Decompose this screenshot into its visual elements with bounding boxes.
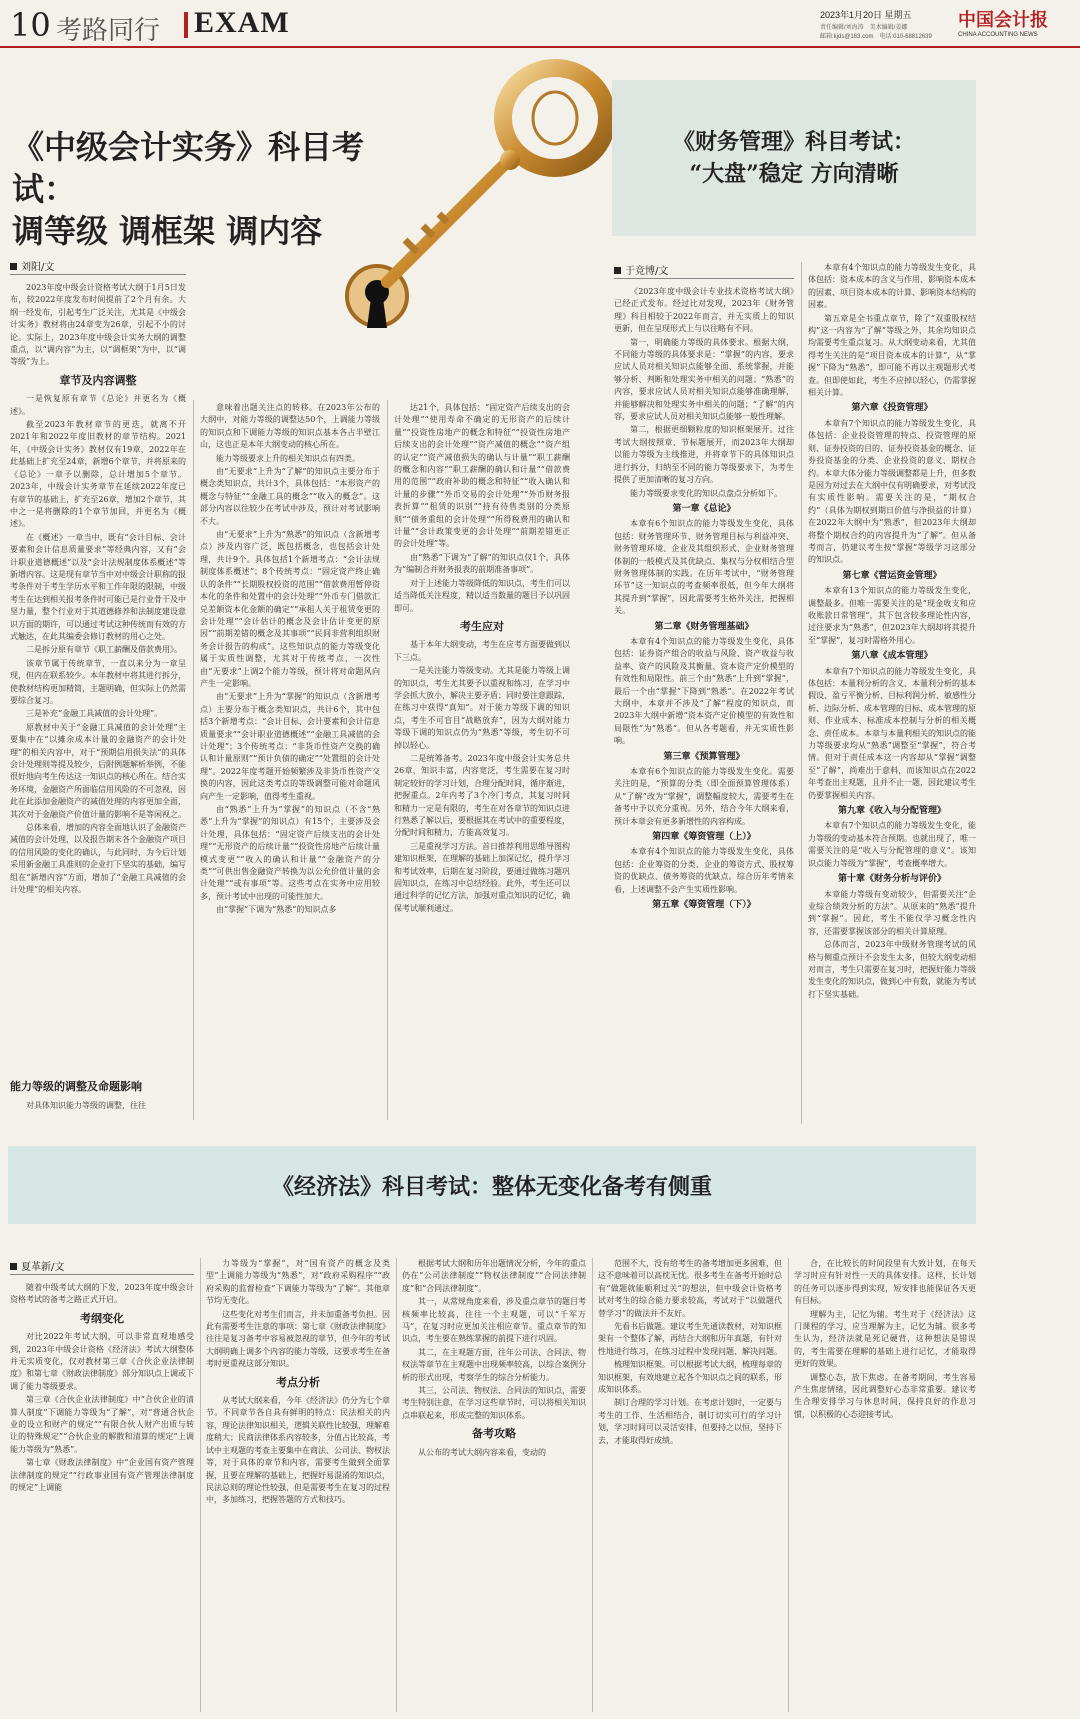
article3-column-3 (402, 1258, 586, 1712)
article1-subhead-2: 能力等级的调整及命题影响 (10, 1080, 142, 1093)
article3-byline (10, 1258, 64, 1273)
article1-col1-para: 原教材中关于“金融工具减值的会计处理”主要集中在“以摊余成本计量的金融资产的会计处理”的相关内容中，对于“预期信用损失法”的具体会计处理则等提及较少，后附例题解析举例，不能很好地向考生传达这一知识点的核心所在。结合实务环境，金融资产所面临信用风险的不可忽视，因此在此添加金融资产的减值处理的内容更加全面，其次对于金融资产价值计量的影响不是等闲视之。 (10, 722, 186, 819)
article3-col3-tail: 从公布的考试大纲内容来看，变动的 (418, 1447, 546, 1457)
article1-col1-para: 二是拆分原有章节《职工薪酬及借款费用》。 (26, 645, 182, 655)
article3-byline-rule (10, 1274, 194, 1275)
article1-col3-para: 二是统筹备考。2023年度中级会计实务总共26章，知识丰富，内容宽泛，考生需要在复习时制定较好的学习计划，合理分配时间，循序渐进，把握重点。2年内考了3个冷门考点，其复习时间和精力一定是有限的，考生在对各章节的知识点进行熟悉了解以后，要根据其在考试中的重要程度，分配时间和精力，方能高效复习。 (394, 753, 570, 838)
article3-col4-para: 范围不大，没有给考生的备考增加更多困难，但这不意味着可以高枕无忧。很多考生在备考开始时总有“做题就能顺利过关”的想法，但中级会计资格考试对考生的综合能力要求较高，考试对于“以做题代替学习”的做法并不友好。 (598, 1259, 782, 1318)
article3-col3-para: 根据考试大纲和历年出题情况分析，今年的重点仍在“公司法律制度”“物权法律制度”“合同法律制度”和“合同法律制度”。 (402, 1259, 586, 1293)
article3-col5-para: 调整心态，放下焦虑。在备考期间，考生容易产生焦虑情绪，因此调整好心态非常重要。建议考生合理安排学习与休息时间，保持良好的作息习惯，以积极的心态迎接考试。 (794, 1372, 976, 1419)
article3-title-banner (8, 1146, 976, 1224)
article3-author: 夏革新/文 (21, 1262, 65, 1273)
masthead (0, 0, 1080, 48)
article2-chapter-heading: 第三章《预算管理》 (663, 751, 745, 762)
page-number: 10 (10, 6, 51, 44)
article3-column-4 (598, 1258, 782, 1712)
article1-col1-para: 总体来看，增加的内容全面地认识了金融资产减值的会计处理，以及报告期末各个金融资产项目的信用风险的变化的确认，与此同时，为今后计划采用新金融工具准则的企业打下坚实的基础，编写组在“新增内容”方面，增加了“金融工具减值的会计处理”的相关内容。 (10, 823, 186, 895)
article1-col1-tail: 对具体知识能力等级的调整，往往 (26, 1101, 146, 1110)
article1-lead: 2023年度中级会计资格考试大纲于1月5日发布，较2022年度发布时间提前了2个月有余。大纲一经发布，引起考生广泛关注，尤其是《中级会计实务》教材将由24章变为26章，引起不小的讨论。实际上，2023年度中级会计实务大纲的调整重点，以“调内容”为主，以“调框架”为中，以“调等级”为上。 (10, 283, 186, 367)
article2-chapter-text: 本章有4个知识点的能力等级发生变化，具体包括：企业筹资的分类、企业的筹资方式、股权筹资的优缺点、债务筹资的优缺点。综合历年考情来看，上述调整不会产生实质性影响。 (614, 847, 794, 894)
section-name: 考路同行 (56, 16, 161, 46)
article2-chapter-text: 本章有7个知识点的能力等级发生变化，具体包括：企业投资管理的特点、投资管理的原则、证券投资的目的、证券投资基金的概念、证券投资基金的分类、企业投资的意义、期权合约。本章大体分能力等级调整都是上升，但多数是因为对过去在大纲中仅有明确要求，对考试没有实质性影响。需要关注的是，“期权合约”（具体为期权到期日价值与净损益的计算）在2022年大纲中为“熟悉”，但2023年大纲却将整个期权合约的内容提升为“了解”。但从备考而言，仍建议考生按“掌握”等级学习这部分的知识点。 (808, 418, 976, 565)
article2-chapter-text: 本章有6个知识点的能力等级发生变化，具体包括：财务管理环节、财务管理目标与利益冲突、财务管理环境、企业及其组织形式、企业财务管理体制的一般模式及其优缺点、集权与分权相结合型财务管理体制的实践。在历年考试中，“财务管理环节”这一知识点的考查频率很低，但今年大纲将其提升到“掌握”，因此需要考生格外关注，把握相关。 (614, 519, 794, 616)
article3-subhead-2: 考点分析 (276, 1375, 320, 1389)
section-divider (184, 12, 188, 38)
column-divider (387, 400, 388, 1120)
article3-col1-para: 第七章《财政法律制度》中“企业国有资产管理法律制度的规定”“行政事业国有资产管理法律制度的规定”上调能 (10, 1458, 194, 1493)
article2-byline-rule (614, 278, 794, 279)
article1-col2-para: 由“无要求”上升为“掌握”的知识点（含新增考点）主要分布于概念类知识点，共计6个，其中包括3个新增考点：“会计目标、会计要素和会计信息质量要求”“会计职业道德概述”“金融工具减值的会计处理”；3个传统考点：“非货币性资产交换的确认和计量原则”“预计负债的确定”“处置组的会计处理”。2022年度考题开始频繁涉及非货币性资产交换的内容，因此这类考点的等级调整可能对命题风向产生一定影响，值得考生重视。 (200, 692, 380, 801)
article1-col3-para: 达21个，具体包括：“固定资产后续支出的会计处理”“使用寿命不确定的无形资产的后续计量”“投资性房地产的概念和特征”“投资性房地产后续支出的会计处理”“资产减值的概念”“资产组的认定”“资产减值损失的确认与计量”“职工薪酬的概念和内容”“职工薪酬的确认和计量”“借款费用的范围”“政府补助的概念和特征”“收入确认和计量的步骤”“外币交易的会计处理”“外币财务报表折算”“租赁的识别”“持有待售类别的分类原则”“债务重组的会计处理”“所得税费用的确认和计量”“会计政策变更的会计处理”“前期差错更正的会计处理”等。 (394, 403, 570, 549)
article1-byline (10, 258, 54, 273)
article3-subhead-1: 考纲变化 (80, 1311, 124, 1325)
article3-col3-para: 其二，在主观题方面，往年公司法、合同法、物权法等章节在主观题中出现频率较高，以综合案例分析的形式出现，考察学生的综合分析能力。 (402, 1347, 586, 1382)
article3-col5-para: 合，在比较长的时间段里有大致计划，在每天学习时应有针对性一天的具体安排。这样，长计划的任务可以逐步得到实现，短安排也能保证各天更有目标。 (794, 1259, 976, 1306)
column-divider (592, 1258, 593, 1712)
article2-chapter-heading: 第八章《成本管理》 (851, 651, 933, 662)
article2-chapter-heading: 第七章《营运资金管理》 (842, 570, 942, 581)
article2-title-line1: 《财务管理》科目考试： (672, 129, 915, 155)
article2-byline (614, 262, 668, 277)
article1-col2-para: 由“掌握”下调为“熟悉”的知识点多 (216, 905, 337, 915)
article1-col1-para: 三是补充“金融工具减值的会计处理”。 (26, 709, 163, 719)
newspaper-logo-english: CHINA ACCOUNTING NEWS (958, 32, 1038, 38)
issue-date: 2023年1月20日 星期五 (820, 10, 912, 20)
article3-col2-para: 从考试大纲来看，今年《经济法》仍分为七个章节。不同章节各自具有鲜明的特点：民法相关的内容，理论法律知识相关，逻辑关联性比较强，理解难度稍大；民商法律体系内容较多，分值占比较高，考试中主观题的考查主要集中在商法、公司法、物权法等，对于具体的章节和内容，需要考生做到全面掌握，且要在理解的基础上，把握好易混淆的知识点，民法总则的理论性较强，但是需要考生在复习的过程中，多加练习，把握答题的方式和技巧。 (206, 1396, 390, 1505)
article1-column-3 (394, 402, 570, 1122)
article3-col1-para: 对比2022年考试大纲，可以非常直观地感受到，2023年中级会计资格《经济法》考试大纲整体并无实质变化，仅对教材第三章《合伙企业法律制度》和第七章《财政法律制度》部分知识点上调或下调了能力等级要求。 (10, 1332, 194, 1391)
column-divider (788, 1258, 789, 1712)
article2-chapter-text: 本章有4个知识点的能力等级发生变化，具体包括：证券资产组合的收益与风险、资产收益与收益率、资产的风险及其衡量、资本资产定价模型的有效性和局限性。前三个由“熟悉”上升到“掌握”，最后一个由“掌握”下降到“熟悉”。在2022年考试大纲中，本章并不涉及“了解”程度的知识点，而2023年大纲中新增“资本资产定价模型的有效性和局限性”为“熟悉”。但从各考题看，并无实质性影响。 (614, 636, 794, 746)
article3-lead: 随着中级考试大纲的下发，2023年度中级会计资格考试的备考之路正式开启。 (10, 1283, 194, 1305)
article1-col1-para: 截至2023年教材章节的更迭，就离不开2021年和2022年度旧教材的章节结构。2021年，《中级会计实务》教材仅有19章，2022年在此基础上扩充至24章，新增6个章节，并将原来的《总论》一章予以删除，总计增加5个章节。2023年，中级会计实务章节在延续2022年度已有章节的基础上，扩充至26章，增加2个章节，其中之一是将删除的1个章节加回，并更名为《概述》。 (10, 420, 186, 529)
article2-title-line2: “大盘”稳定 方向清晰 (689, 161, 899, 187)
article2-chapter-text: 本章能力等级有变动较少，但需要关注“企业综合绩效分析的方法”。从原来的“熟悉”提升到“掌握”。因此，考生不能仅学习概念性内容，还需要掌握该部分的相关计算原理。 (808, 889, 976, 936)
newspaper-logo: 中国会计报 (958, 10, 1048, 31)
article1-byline-rule (10, 274, 186, 275)
article2-chapter-heading: 第六章《投资管理》 (851, 403, 933, 414)
golden-key-icon (325, 56, 625, 356)
article2-col2-tail: 总体而言，2023年中级财务管理考试的风格与侧重点预计不会发生太多，但较大纲变动相对而言，考生只需要在复习时，把握好能力等级发生变化的知识点，做到心中有数，就能为考试打下坚实基础。 (808, 940, 976, 999)
article2-col2-para: 第五章是全书重点章节，除了“双重股权结构”这一内容为“了解”等级之外，其余均知识点均需要考生重点复习。从大纲变动来看，尤其值得考生关注的是“项目资本成本的计算”，从“掌握”下降为“熟悉”，即可能不再以主观题形式考查。但即使如此，考生不应掉以轻心，仍需掌握相关计算。 (808, 313, 976, 398)
article1-column-2 (200, 402, 380, 1122)
article1-col2-para: 意味着出题关注点的转移。在2023年公布的大纲中，对能力等级的调整达50个，上调能力等级的知识点和下调能力等级的知识点基本各占半壁江山，这也正是本年大纲变动的核心所在。 (200, 403, 380, 450)
article1-col3-para: 一是关注能力等级变动。尤其是能力等级上调的知识点，考生尤其要予以重视和练习，在学习中学会抓大放小，解决主要矛盾；同时要注意跟踪，在练习中获得“真知”。对于能力等级下调的知识点，考生不可盲目“战略放弃”，因为大纲对能力等级下调的知识点仍为“熟悉”等级，考生切不可掉以轻心。 (394, 666, 570, 750)
column-divider (200, 1258, 201, 1712)
editor-line-2: 邮箱:kjds@163.com 电话:010-68812639 (820, 34, 932, 40)
article3-subhead-3: 备考攻略 (472, 1427, 516, 1441)
article1-col1-para: 一是恢复原有章节《总论》并更名为《概述》。 (10, 394, 186, 416)
article1-title-line1: 《中级会计实务》科目考试： (12, 128, 365, 208)
article3-column-1 (10, 1282, 194, 1712)
article1-col2-para: 由“熟悉”上升为“掌握”的知识点（不含“熟悉”上升为“掌握”的知识点）有15个，主要涉及会计处理，具体包括：“固定资产后续支出的会计处理”“无形资产的后续计量”“投资性房地产后续计量模式变更”“收入的确认和计量”“金融资产的分类”“可供出售金融资产转换为以公允价值计量的会计处理”“或有事项”等。这些考点在实务中应用较多，预计考试中出现的可能性加大。 (200, 805, 380, 901)
article2-chapter-text: 本章有7个知识点的能力等级发生变化，能力等级的变动基本符合预期。也就出现了，唯一需要关注的是“收入与分配管理的意义”。该知识点能力等级为“掌握”，考查概率增大。 (808, 821, 976, 868)
article2-col2-lead: 本章有4个知识点的能力等级发生变化，具体包括：资本成本的含义与作用、影响资本成本的因素、项目资本成本的计算、影响资本结构的因素。 (808, 263, 976, 310)
article2-column-1 (614, 286, 794, 1124)
editor-info (820, 22, 940, 40)
article2-chapter-heading: 第五章《筹资管理（下）》 (652, 900, 756, 911)
article3-col4-para: 制订合理的学习计划。在考虑计划时，一定要与考生的工作、生活相结合，制订切实可行的学习计划，学习时间可以灵活安排，但要持之以恒，坚持下去，才能取得好成绩。 (598, 1398, 782, 1445)
article3-column-2 (206, 1258, 390, 1712)
article3-col3-para: 其三，公司法、物权法、合同法的知识点，需要考生特别注意，在学习这些章节时，可以将相关知识点串联起来，形成完整的知识体系。 (402, 1386, 586, 1420)
article3-col3-para: 其一，从常规角度来看，涉及重点章节的题目考核频率比较高，往往一个主观题，可以“千军万马”，在复习时应更加关注相应章节。重点章节的知识点，考生要在熟练掌握的前提下进行巩固。 (402, 1297, 586, 1344)
article2-title (612, 126, 976, 190)
article2-chapter-text: 本章有6个知识点的能力等级发生变化。需要关注的是，“预算的分类（即全面预算管理体系）从“了解”改为“掌握”，调整幅度较大，需要考生在备考中予以充分重视。另外，结合今年大纲来看，预计本章会有更多新增性的内容构成。 (614, 767, 794, 826)
article2-col1-para: 《2023年度中级会计专业技术资格考试大纲》已经正式发布。经过比对发现，2023年《财务管理》科目相较于2022年而言，并无实质上的知识更新，但在呈现形式上与以往略有不同。 (614, 287, 794, 334)
article2-chapter-text: 本章有7个知识点的能力等级发生变化，具体包括：本量利分析的含义、本量利分析的基本假设、盈亏平衡分析、目标利润分析、敏感性分析、边际分析、成本管理的目标、成本管理的原则、作业成本、标准成本控制与分析的相关概念、责任成本。本章与本量利相关的知识点的能力等级要求均从“熟悉”调整至“掌握”，符合考情。但对于责任成本这一内容却从“掌握”调整至“了解”，尚难出于意料，而该知识点在2022年考查出主观题，且并不止一题，因此建议考生仍要掌握相关内容。 (808, 666, 976, 800)
article2-col1-para: 能力等级要求变化的知识点盘点分析如下。 (630, 488, 782, 498)
article3-col1-para: 第三章《合伙企业法律制度》中“合伙企业的清算人制度”下调能力等级为“了解”，对“普通合伙企业的设立和财产的规定”“有限合伙人财产出质与转让的特殊规定”“合伙企业的解散和清算的规定”上调能力等级为“熟悉”。 (10, 1395, 194, 1454)
column-divider (396, 1258, 397, 1712)
article3-title: 《经济法》科目考试：整体无变化备考有侧重 (271, 1174, 712, 1200)
article1-col1-bottom (10, 1072, 186, 1111)
editor-line-1: 责任编辑/刘海涛 美术编辑/姜娜 (820, 25, 908, 31)
column-divider (801, 262, 802, 1124)
article2-chapter-heading: 第十章《财务分析与评价》 (837, 874, 946, 885)
article1-title-line2: 调等级 调框架 调内容 (12, 212, 323, 250)
article2-col1-para: 第一，明确能力等级的具体要求。根据大纲，不同能力等级的具体要求是：“掌握”的内容，要求应试人员对相关知识点能够全面、系统掌握，并能够分析、判断和处理实务中相关的问题；“熟悉”的内容，要求应试人员对相关知识点能够准确理解，并能够解决和处理实务中相关的问题；“了解”的内容，要求应试人员对相关知识点能够一般性理解。 (614, 337, 794, 422)
article1-col3-para: 由“熟悉”下调为“了解”的知识点仅1个，具体为“编制合并财务报表的前期准备事项”。 (394, 552, 570, 575)
article1-col2-para: 由“无要求”上升为“了解”的知识点主要分布于概念类知识点，共计3个，具体包括：“本形资产的概念与特征”“金融工具的概念”“收入的概念”。这部分内容以往较少在考试中涉及，预计对考试影响不大。 (200, 467, 380, 526)
article1-col3-para: 基于本年大纲变动，考生在应考方面要做到以下三点。 (394, 640, 570, 662)
article3-col4-para: 梳理知识框架。可以根据考试大纲，梳理每章的知识框架，有效地建立起各个知识点之间的联系，形成知识体系。 (598, 1360, 782, 1395)
article2-col1-para: 第二，根据更细颗粒度的知识框架展开。过往考试大纲按照章、节标题展开，而2023年大纲却以能力等级为主线推进，并将章节下的具体知识点进行拆分，归纳至不同的能力等级要求下，为考生提供了更加清晰的复习方向。 (614, 425, 794, 485)
article1-col3-para: 三是重视学习方法。首日推荐利用思维导图构建知识框架，在理解的基础上加深记忆，提升学习和考试效率，后期在复习阶段，要通过做练习题巩固知识点，在练习中总结经验。此外，考生还可以通过科学的记忆方法，加强对重点知识的记忆，确保考试顺利通过。 (394, 841, 570, 913)
article3-column-5 (794, 1258, 976, 1712)
article1-col1-para: 该章节属于传统章节，一直以来分为一章呈现，但内在联系较少。本年教材中将其进行拆分，使教材结构更加精简，主题明确，但实际上仍然需要综合复习。 (10, 658, 186, 705)
article1-author: 刘阳/文 (21, 262, 55, 273)
article1-subhead-1: 章节及内容调整 (59, 373, 137, 387)
article3-col4-para: 先看书后做题。建议考生先通读教材，对知识框架有一个整体了解，再结合大纲和历年真题，有针对性地进行练习，在练习过程中发现问题、解决问题。 (598, 1322, 782, 1356)
article1-col2-para: 能力等级要求上升的相关知识点有四类。 (216, 453, 360, 463)
article2-title-panel (612, 80, 976, 236)
article1-col3-para: 对于上述能力等级降低的知识点，考生们可以适当降低关注程度，精以适当数量的题目予以巩固即可。 (394, 578, 570, 613)
column-divider (193, 400, 194, 1120)
article3-col2-para: 这些变化对考生们而言，并未加重备考负担。因此有需要考生注意的事项：第七章《财政法律制度》往往是复习备考中容易被忽视的章节，但今年的考试大纲明确上调多个内容的能力等级，这要求考生在备考时更重视这部分知识。 (206, 1309, 390, 1369)
article2-chapter-heading: 第一章《总论》 (672, 503, 736, 514)
section-english: EXAM (194, 6, 290, 39)
article2-chapter-heading: 第四章《筹资管理（上）》 (652, 832, 756, 843)
article2-author: 于竞博/文 (625, 266, 669, 277)
article3-col5-para: 理解为主，记忆为辅。考生对于《经济法》这门课程的学习，应当理解为主，记忆为辅。很多考生认为，经济法就是死记硬背，这种想法是错误的，考生需要在理解的基础上进行记忆，才能取得更好的效果。 (794, 1309, 976, 1369)
article1-col2-para: 由“无要求”上升为“熟悉”的知识点（含新增考点）涉及内容广泛，既包括概念，也包括会计处理，共计9个。具体包括1个新增考点：“会计法规制度体系概述”；8个传统考点：“固定资产终止确认的条件”“长期股权投资的范围”“借款费用暂停资本化的条件和处置中的会计处理”“外币专门借款汇兑差额资本化金额的确定”“承租人关于租赁变更的会计处理”“会计估计的概念及会计估计变更的原因”“前期差错的概念及其事项”“民间非营利组织财务会计报告的构成”。这些知识点的能力等级变化属于实质性调整，尤其对于传统考点，一次性由“无要求”上调2个能力等级，预计将对命题风向产生一定影响。 (200, 530, 380, 688)
article2-chapter-heading: 第九章《收入与分配管理》 (837, 806, 946, 817)
article3-col2-para: 力等级为“掌握”，对“国有资产的概念及类型”上调能力等级为“熟悉”，对“政府采购程序”“政府采购的监督检查”下调能力等级为“了解”。其他章节均无变化。 (206, 1259, 390, 1306)
article2-column-2 (808, 262, 976, 1124)
article2-chapter-text: 本章有13个知识点的能力等级发生变化，调整最多。但唯一需要关注的是“现金收支和应收账款日常管理”，其下包含较多理论性内容，过往要求为“熟悉”，但2023年大纲却将其提升至“掌握”，复习时需格外用心。 (808, 586, 976, 645)
article2-chapter-heading: 第二章《财务管理基础》 (654, 621, 754, 632)
article1-column-1 (10, 282, 186, 1132)
article1-subhead-3: 考生应对 (460, 619, 504, 633)
article1-col1-para: 在《概述》一章当中，既有“会计目标、会计要素和会计信息质量要求”等经典内容，又有“会计职业道德概述”以及“会计法规制度体系概述”等新增内容。这是现有章节当中对中级会计职称的报考条件对于考生学历水平和工作年限的限制，中级考生在达到相关报考条件时可能已是行业骨干及中坚力量，整个行业对于其道德修养和法制度建设意识方面的期许，可以通过考试这种传统而有效的方式触达，在此其编委会修订教材的用心之处。 (10, 532, 186, 641)
